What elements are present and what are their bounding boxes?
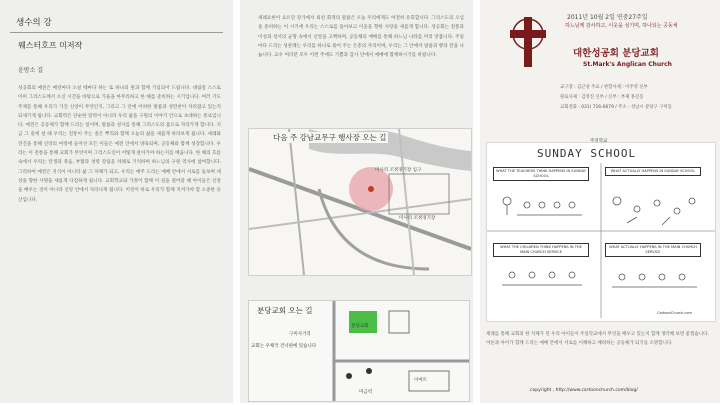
middle-body-text: 세례요한이 요르단 강가에서 외친 회개의 말씀은 오늘 우리에게도 여전히 유효합니다. 그리스도의 오심을 준비하는 이 시기에 우리는 스스로를 돌아보고 이웃을 향한 사랑을 새롭게 합니다. 성공회는 전통과 이성과 성서의 균형 속에서 신앙을 고백하며, 공동체의 예배를 통해 하느님 나라를 미리 맛봅니다. 주일마다 드리는 성찬례는 우리를 하나로 묶어 주는 은총의 자리이며, 우리는 그 안에서 말씀과 빵과 잔을 나눕니다. 교우 여러분 모두 이번 주에도 기쁨과 감사 안에서 예배에 함께하시기를 바랍니다. bbox=[258, 16, 464, 59]
cartoon-caption-3: WHAT THE CHILDREN THINK HAPPENS IN THE MAIN CHURCH SERVICE bbox=[493, 243, 589, 257]
church-name-korean: 대한성공회 분당교회 bbox=[573, 48, 659, 59]
sunday-school-cartoon bbox=[486, 142, 716, 322]
contact-line-1: 교구장 : 김근상 주교 / 관할사제 : 이주영 신부 bbox=[560, 85, 648, 90]
cartoon-caption-4: WHAT ACTUALLY HAPPENS IN THE MAIN CHURCH SERVICE bbox=[605, 243, 701, 257]
cartoon-drawings bbox=[487, 143, 715, 321]
map-church-directions bbox=[248, 300, 470, 402]
road-a bbox=[289, 129, 304, 275]
map2-road-label-2: 이마트 bbox=[414, 378, 428, 383]
church-logo bbox=[504, 12, 552, 72]
copyright-line: copyright , http://www.cartoonchurch.com/blog/ bbox=[530, 388, 638, 393]
map1-title: 다음 주 강남교무구 행사장 오는 길 bbox=[273, 133, 387, 142]
contact-line-2: 원로사제 : 김영진 신부 / 신부 : 부제 홍길동 bbox=[560, 95, 644, 100]
article-title: 웨스터호프 미저작 bbox=[18, 41, 83, 50]
map2-notes: 교회는 우체국 건너편에 있습니다 bbox=[251, 344, 317, 349]
map1-graphic bbox=[249, 129, 471, 275]
map2-road-label-3: 미금역 bbox=[359, 390, 373, 395]
cartoon-credit: CartoonChurch.com bbox=[657, 311, 692, 315]
article-body: 성공회의 예전은 매년마다 오실 때마다 하는 또 하나의 원과 함께 기념되어 드립니다. 대림절 스스로 이미 그리스도께서 오신 시간을 바탕으로 가을을 마무리하고 한 해를 준비하는 시기입니다. 여러 기도 주제를 통해 우리가 가진 신앙이 무엇인지, 그리고 그 안에 어떠한 말씀과 성만찬이 자리잡고 있는지 되새기게 됩니다. 교회력은 단순한 달력이 아니라 우리 삶을 구원의 이야기 안으로 초대하는 통로입니다. 예전은 공동체가 함께 드리는 일이며, 말씀과 성사를 통해 그리스도의 몸으로 자라가게 합니다. 지금 그 길에 설 때 우리는 전통이 주는 깊은 뿌리와 함께 오늘의 삶을 새롭게 바라보게 됩니다. 세례와 견진을 통해 신앙의 여정에 들어선 모든 이들은 예전 안에서 양육되며, 공동체와 함께 성장합니다. 우리는 이 전통을 통해 교회가 무엇이며 그리스도인이 어떻게 살아가야 하는지를 배웁니다. 한 해의 흐름 속에서 우리는 탄생과 죽음, 부활과 성령 강림을 차례로 기억하며 하느님의 구원 역사에 참여합니다. 그리하여 예전은 지식이 아니라 삶 그 자체가 되고, 우리는 매주 드리는 예배 안에서 서로를 돌보며 세상을 향한 사명을 새롭게 다짐하게 됩니다. 교회학교와 가정이 함께 이 길을 걸어갈 때 아이들은 신앙을 배우는 것이 아니라 신앙 안에서 자라나게 됩니다. 이것이 바로 우리가 함께 지켜가야 할 소중한 유산입니다. bbox=[18, 86, 221, 203]
bus-stop-4 bbox=[366, 368, 372, 374]
cross-emblem-icon bbox=[504, 12, 552, 72]
post-office bbox=[389, 311, 409, 333]
map2-road-label-1: 구미사거리 bbox=[289, 332, 311, 337]
article-author: 윤밤소 걸 bbox=[18, 67, 44, 74]
cartoon-commentary: 세례를 통해 교회의 한 지체가 된 우리 아이들이 주일학교에서 무엇을 배우고 있는지 함께 생각해 보면 좋겠습니다. 어른과 아이가 함께 드리는 예배 안에서 서로를 이해하고 배려하는 공동체가 되기를 소망합니다. bbox=[486, 332, 709, 346]
section-header bbox=[10, 14, 223, 33]
cartoon-caption-2: WHAT ACTUALLY HAPPENS IN SUNDAY SCHOOL bbox=[605, 167, 701, 176]
map1-label-entrance: 미사리 조정경기장 입구 bbox=[375, 168, 422, 173]
map2-church-label: 분당교회 bbox=[351, 324, 369, 329]
map2-title: 분당교회 오는 길 bbox=[257, 306, 313, 315]
bus-stop-3 bbox=[346, 373, 352, 379]
map2-graphic bbox=[249, 301, 469, 401]
church-motto: 하느님께 감사하고, 이웃을 섬기며, 하나되는 공동체 bbox=[565, 23, 678, 29]
location-marker bbox=[368, 186, 374, 192]
cartoon-caption-1: WHAT THE TEACHERS THINK HAPPENS IN SUNDAY SCHOOL bbox=[493, 167, 589, 181]
church-name-english: St.Mark's Anglican Church bbox=[583, 61, 672, 68]
map-gangnam-event bbox=[248, 128, 472, 276]
contact-line-3: 교회전화 : 031) 716-6679 / 주소 : 성남시 분당구 구미동 bbox=[560, 105, 672, 110]
bulletin-date: 2011년 10월 2일 연중27주일 bbox=[567, 14, 648, 21]
church-building bbox=[349, 311, 377, 333]
section-header-text: 생수의 강 bbox=[16, 18, 52, 28]
cartoon-title: SUNDAY SCHOOL bbox=[537, 147, 637, 160]
map1-label-venue: 미사리 조정경기장 bbox=[399, 216, 436, 221]
